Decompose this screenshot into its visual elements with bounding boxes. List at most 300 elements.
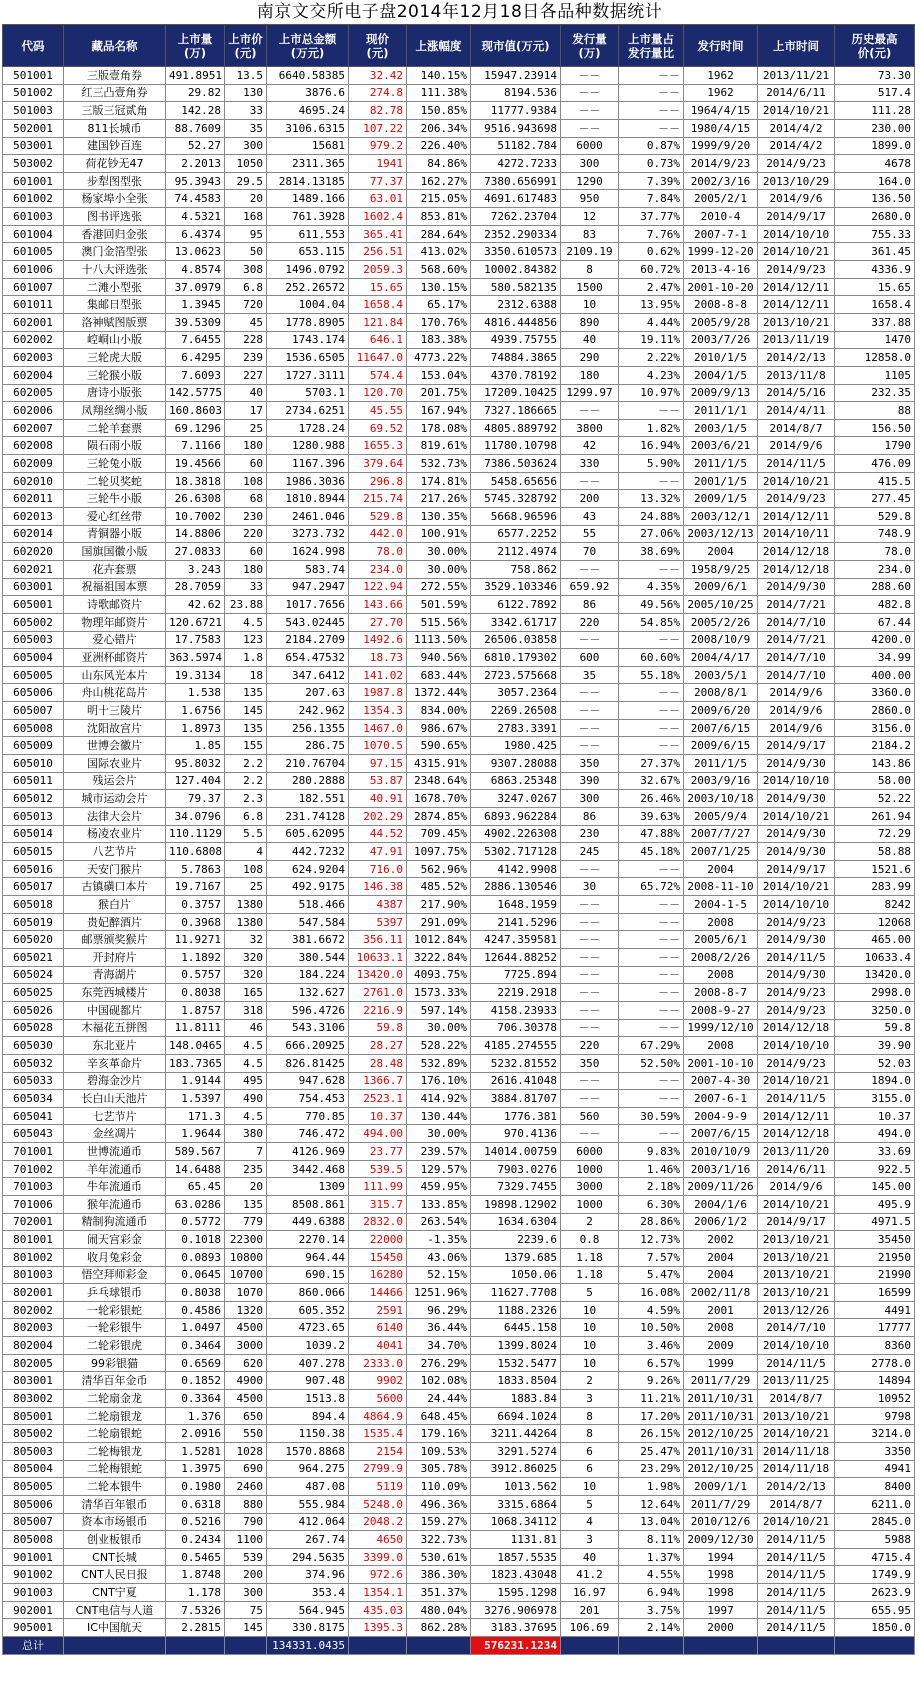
cell-issue-qty: 8 [561, 1407, 619, 1425]
cell-listed-price: 4.5 [225, 1107, 267, 1125]
cell-code: 605020 [3, 931, 64, 949]
cell-issue-qty: 560 [561, 1107, 619, 1125]
cell-listed-price: 1.8 [225, 649, 267, 667]
cell-listed-price: 235 [225, 1160, 267, 1178]
cell-listed-qty: 1.5397 [166, 1090, 225, 1108]
cell-ratio: －－ [619, 67, 684, 85]
cell-high: 13420.0 [835, 966, 915, 984]
cell-issue-date: 2001/1/5 [684, 472, 758, 490]
cell-market-value: 4805.889792 [471, 419, 561, 437]
cell-issue-date: 2009/1/5 [684, 490, 758, 508]
cell-listed-date: 2014/10/21 [758, 1196, 835, 1214]
cell-change: 322.73% [407, 1531, 471, 1549]
header-line: 代码 [21, 38, 45, 53]
cell-listed-price: 300 [225, 137, 267, 155]
cell-name: 中国砚都片 [64, 1001, 166, 1019]
cell-market-value: 6694.1024 [471, 1407, 561, 1425]
cell-listed-amount: 1513.8 [267, 1390, 349, 1408]
cell-name: 东北亚片 [64, 1037, 166, 1055]
cell-change: 30.00% [407, 1125, 471, 1143]
cell-code: 602002 [3, 331, 64, 349]
header-line: 历史最高 [851, 31, 898, 46]
cell-listed-price: 17 [225, 402, 267, 420]
cell-issue-date: 1999 [684, 1354, 758, 1372]
cell-listed-qty: 1.1892 [166, 949, 225, 967]
cell-issue-qty: 30 [561, 878, 619, 896]
cell-market-value: 970.4136 [471, 1125, 561, 1143]
cell-ratio: 1.82% [619, 419, 684, 437]
header-line: 上市时间 [773, 38, 819, 53]
cell-code: 605025 [3, 984, 64, 1002]
cell-issue-qty: 3000 [561, 1178, 619, 1196]
cell-listed-price: 539 [225, 1548, 267, 1566]
cell-high: 21990 [835, 1266, 915, 1284]
cell-name: 东莞西城楼片 [64, 984, 166, 1002]
cell-listed-amount: 15681 [267, 137, 349, 155]
cell-listed-amount: 1778.8905 [267, 313, 349, 331]
cell-code: 605010 [3, 754, 64, 772]
cell-listed-price: 650 [225, 1407, 267, 1425]
cell-high: 10952 [835, 1390, 915, 1408]
cell-listed-date: 2014/7/10 [758, 613, 835, 631]
cell-current-price: 2591 [349, 1301, 407, 1319]
cell-ratio: 27.37% [619, 754, 684, 772]
cell-issue-date: 2001-10-10 [684, 1054, 758, 1072]
cell-issue-qty: 0.8 [561, 1231, 619, 1249]
table-row [3, 402, 915, 420]
cell-name: 爱心红丝带 [64, 508, 166, 526]
cell-current-price: 9902 [349, 1372, 407, 1390]
cell-change: 30.00% [407, 1019, 471, 1037]
table-row [3, 543, 915, 561]
cell-market-value: 1857.5535 [471, 1548, 561, 1566]
cell-listed-price: 32 [225, 931, 267, 949]
cell-code: 503002 [3, 155, 64, 173]
total-cell-empty [619, 1637, 684, 1655]
cell-name: 法律大会片 [64, 807, 166, 825]
cell-code: 605012 [3, 790, 64, 808]
cell-listed-qty: 18.3818 [166, 472, 225, 490]
table-row [3, 1460, 915, 1478]
cell-listed-amount: 2184.2709 [267, 631, 349, 649]
cell-listed-price: 720 [225, 296, 267, 314]
cell-listed-date: 2013/10/21 [758, 1284, 835, 1302]
table-row [3, 754, 915, 772]
cell-issue-qty: 2 [561, 1372, 619, 1390]
cell-listed-price: 4500 [225, 1319, 267, 1337]
header-current-price [349, 25, 407, 67]
cell-change: 178.08% [407, 419, 471, 437]
cell-market-value: 3276.906978 [471, 1601, 561, 1619]
table-row [3, 155, 915, 173]
cell-current-price: 5119 [349, 1478, 407, 1496]
cell-listed-qty: 39.5309 [166, 313, 225, 331]
cell-listed-date: 2014/9/23 [758, 1054, 835, 1072]
cell-issue-qty: －－ [561, 949, 619, 967]
table-row [3, 1143, 915, 1161]
cell-market-value: 5668.96596 [471, 508, 561, 526]
cell-listed-qty: 19.3134 [166, 666, 225, 684]
cell-name: 青铜器小版 [64, 525, 166, 543]
cell-ratio: 37.77% [619, 208, 684, 226]
cell-listed-qty: 14.8806 [166, 525, 225, 543]
cell-market-value: 5458.65656 [471, 472, 561, 490]
cell-change: 43.06% [407, 1248, 471, 1266]
header-line: 藏品名称 [91, 38, 138, 53]
cell-market-value: 2219.2918 [471, 984, 561, 1002]
cell-ratio: －－ [619, 119, 684, 137]
cell-issue-qty: 12 [561, 208, 619, 226]
cell-issue-date: 2003/12/1 [684, 508, 758, 526]
cell-listed-amount: 492.9175 [267, 878, 349, 896]
cell-high: 400.00 [835, 666, 915, 684]
cell-current-price: 121.84 [349, 313, 407, 331]
cell-issue-date: 2000 [684, 1619, 758, 1637]
cell-issue-date: 2003/1/5 [684, 419, 758, 437]
cell-change: 110.09% [407, 1478, 471, 1496]
cell-current-price: 1655.3 [349, 437, 407, 455]
header-high [835, 25, 915, 67]
header-name [64, 25, 166, 67]
cell-listed-qty: 19.4566 [166, 455, 225, 473]
cell-listed-date: 2014/9/30 [758, 825, 835, 843]
cell-high: 1749.9 [835, 1566, 915, 1584]
table-row [3, 419, 915, 437]
table-row [3, 1354, 915, 1372]
cell-name: 三轮猴小版 [64, 366, 166, 384]
cell-listed-price: 60 [225, 455, 267, 473]
cell-change: 351.37% [407, 1584, 471, 1602]
cell-listed-price: 690 [225, 1460, 267, 1478]
cell-code: 803002 [3, 1390, 64, 1408]
cell-change: 501.59% [407, 596, 471, 614]
table-row [3, 896, 915, 914]
cell-name: 城市运动会片 [64, 790, 166, 808]
header-listed-date [758, 25, 835, 67]
cell-issue-date: 2008 [684, 1319, 758, 1337]
cell-listed-price: 620 [225, 1354, 267, 1372]
cell-current-price: 143.66 [349, 596, 407, 614]
cell-listed-date: 2014/11/5 [758, 1354, 835, 1372]
cell-issue-date: 2001 [684, 1301, 758, 1319]
cell-name: 诗歌邮资片 [64, 596, 166, 614]
cell-market-value: 1188.2326 [471, 1301, 561, 1319]
cell-current-price: 1602.4 [349, 208, 407, 226]
cell-current-price: 256.51 [349, 243, 407, 261]
cell-change: 480.04% [407, 1601, 471, 1619]
cell-change: 683.44% [407, 666, 471, 684]
cell-issue-qty: －－ [561, 984, 619, 1002]
header-line: (元) [366, 45, 389, 60]
cell-code: 602005 [3, 384, 64, 402]
total-amount: 134331.0435 [267, 1637, 349, 1655]
cell-high: 2778.0 [835, 1354, 915, 1372]
cell-current-price: 1987.8 [349, 684, 407, 702]
cell-listed-date: 2014/9/17 [758, 737, 835, 755]
cell-listed-date: 2014/10/21 [758, 1072, 835, 1090]
cell-change: 1251.96% [407, 1284, 471, 1302]
cell-code: 805004 [3, 1460, 64, 1478]
cell-listed-date: 2014/7/21 [758, 596, 835, 614]
cell-market-value: 3342.61717 [471, 613, 561, 631]
cell-issue-date: 2008-9-27 [684, 1001, 758, 1019]
cell-market-value: 1823.43048 [471, 1566, 561, 1584]
cell-high: 3214.0 [835, 1425, 915, 1443]
cell-listed-amount: 210.76704 [267, 754, 349, 772]
cell-listed-price: 1320 [225, 1301, 267, 1319]
cell-market-value: 4247.359581 [471, 931, 561, 949]
cell-ratio: －－ [619, 1090, 684, 1108]
table-row [3, 349, 915, 367]
cell-listed-date: 2013/10/21 [758, 1231, 835, 1249]
cell-name: 祝福祖国本票 [64, 578, 166, 596]
cell-change: 515.56% [407, 613, 471, 631]
cell-listed-date: 2014/10/21 [758, 472, 835, 490]
cell-listed-date: 2014/10/10 [758, 1337, 835, 1355]
table-row [3, 331, 915, 349]
cell-issue-qty: 245 [561, 843, 619, 861]
cell-name: 悟空拜师彩金 [64, 1266, 166, 1284]
cell-listed-qty: 1.3975 [166, 1460, 225, 1478]
cell-listed-qty: 0.3364 [166, 1390, 225, 1408]
cell-listed-amount: 1986.3036 [267, 472, 349, 490]
cell-name: 开封府片 [64, 949, 166, 967]
cell-issue-date: 2008 [684, 1037, 758, 1055]
cell-change: 597.14% [407, 1001, 471, 1019]
cell-market-value: 3183.37695 [471, 1619, 561, 1637]
cell-listed-qty: 110.6808 [166, 843, 225, 861]
header-line: 现市值(万元) [481, 38, 550, 53]
cell-listed-price: 4500 [225, 1390, 267, 1408]
cell-listed-date: 2014/6/11 [758, 1160, 835, 1178]
cell-code: 601004 [3, 225, 64, 243]
cell-ratio: 67.29% [619, 1037, 684, 1055]
cell-ratio: 7.84% [619, 190, 684, 208]
cell-change: -1.35% [407, 1231, 471, 1249]
cell-listed-amount: 1489.166 [267, 190, 349, 208]
cell-listed-amount: 964.275 [267, 1460, 349, 1478]
cell-listed-amount: 330.8175 [267, 1619, 349, 1637]
cell-listed-price: 230 [225, 508, 267, 526]
cell-issue-date: 2004/4/17 [684, 649, 758, 667]
cell-listed-qty: 1.9644 [166, 1125, 225, 1143]
cell-name: 崆峒山小版 [64, 331, 166, 349]
table-row [3, 649, 915, 667]
header-listed-amount [267, 25, 349, 67]
cell-issue-date: 2009/1/1 [684, 1478, 758, 1496]
cell-high: 52.22 [835, 790, 915, 808]
cell-listed-date: 2014/7/10 [758, 666, 835, 684]
cell-listed-amount: 267.74 [267, 1531, 349, 1549]
cell-listed-price: 60 [225, 543, 267, 561]
cell-issue-qty: 1000 [561, 1196, 619, 1214]
cell-name: 物理年邮资片 [64, 613, 166, 631]
cell-listed-qty: 6.4295 [166, 349, 225, 367]
cell-issue-date: 2006/1/2 [684, 1213, 758, 1231]
table-row [3, 1478, 915, 1496]
cell-current-price: 2333.0 [349, 1354, 407, 1372]
cell-code: 801001 [3, 1231, 64, 1249]
table-row [3, 1442, 915, 1460]
cell-high: 234.0 [835, 560, 915, 578]
table-row [3, 578, 915, 596]
header-line: 上市量 [177, 31, 213, 46]
cell-listed-qty: 127.404 [166, 772, 225, 790]
cell-issue-date: 2003/12/13 [684, 525, 758, 543]
cell-issue-date: 2003/10/18 [684, 790, 758, 808]
cell-high: 337.88 [835, 313, 915, 331]
cell-market-value: 11627.7708 [471, 1284, 561, 1302]
cell-issue-date: 2007-6-1 [684, 1090, 758, 1108]
cell-listed-price: 1380 [225, 913, 267, 931]
cell-listed-date: 2014/2/13 [758, 349, 835, 367]
cell-issue-date: 2010/12/6 [684, 1513, 758, 1531]
cell-market-value: 1833.8504 [471, 1372, 561, 1390]
cell-change: 528.22% [407, 1037, 471, 1055]
cell-high: 1894.0 [835, 1072, 915, 1090]
cell-listed-qty: 1.538 [166, 684, 225, 702]
cell-listed-price: 4900 [225, 1372, 267, 1390]
cell-current-price: 1366.7 [349, 1072, 407, 1090]
table-row [3, 807, 915, 825]
cell-listed-amount: 1150.38 [267, 1425, 349, 1443]
cell-name: 集邮日型张 [64, 296, 166, 314]
cell-high: 17777 [835, 1319, 915, 1337]
cell-listed-qty: 0.3968 [166, 913, 225, 931]
table-row [3, 208, 915, 226]
cell-ratio: 11.21% [619, 1390, 684, 1408]
cell-high: 495.9 [835, 1196, 915, 1214]
table-row [3, 84, 915, 102]
cell-issue-date: 1997 [684, 1601, 758, 1619]
cell-listed-qty: 6.4374 [166, 225, 225, 243]
cell-listed-amount: 564.945 [267, 1601, 349, 1619]
cell-code: 601001 [3, 172, 64, 190]
cell-current-price: 5248.0 [349, 1495, 407, 1513]
cell-high: 2845.0 [835, 1513, 915, 1531]
cell-high: 58.00 [835, 772, 915, 790]
cell-current-price: 4864.9 [349, 1407, 407, 1425]
header-ratio [619, 25, 684, 67]
cell-listed-date: 2014/11/18 [758, 1442, 835, 1460]
cell-listed-qty: 0.3757 [166, 896, 225, 914]
cell-market-value: 6445.158 [471, 1319, 561, 1337]
table-row [3, 1019, 915, 1037]
cell-listed-price: 228 [225, 331, 267, 349]
cell-issue-date: 2005/2/1 [684, 190, 758, 208]
cell-listed-date: 2014/11/5 [758, 455, 835, 473]
cell-code: 602007 [3, 419, 64, 437]
cell-market-value: 2269.26508 [471, 702, 561, 720]
cell-issue-date: 2009/11/26 [684, 1178, 758, 1196]
cell-current-price: 1354.1 [349, 1584, 407, 1602]
table-row [3, 137, 915, 155]
cell-high: 78.0 [835, 543, 915, 561]
cell-listed-price: 40 [225, 384, 267, 402]
cell-current-price: 2761.0 [349, 984, 407, 1002]
cell-issue-date: 2004-9-9 [684, 1107, 758, 1125]
cell-issue-date: 2011/10/31 [684, 1442, 758, 1460]
cell-change: 52.15% [407, 1266, 471, 1284]
cell-issue-qty: 10 [561, 1354, 619, 1372]
cell-code: 602003 [3, 349, 64, 367]
cell-listed-qty: 69.1296 [166, 419, 225, 437]
cell-name: 唐诗小版张 [64, 384, 166, 402]
cell-ratio: －－ [619, 102, 684, 120]
cell-ratio: －－ [619, 737, 684, 755]
cell-listed-date: 2014/8/7 [758, 419, 835, 437]
cell-market-value: 1980.425 [471, 737, 561, 755]
cell-listed-amount: 182.551 [267, 790, 349, 808]
cell-current-price: 2059.3 [349, 261, 407, 279]
cell-code: 602004 [3, 366, 64, 384]
cell-listed-price: 29.5 [225, 172, 267, 190]
cell-issue-date: 2005/9/4 [684, 807, 758, 825]
cell-high: 10.37 [835, 1107, 915, 1125]
cell-listed-qty: 10.7002 [166, 508, 225, 526]
total-cell-empty [561, 1637, 619, 1655]
cell-listed-qty: 1.8973 [166, 719, 225, 737]
cell-change: 940.56% [407, 649, 471, 667]
cell-issue-date: 1980/4/15 [684, 119, 758, 137]
cell-change: 459.95% [407, 1178, 471, 1196]
header-change [407, 25, 471, 67]
cell-listed-amount: 1039.2 [267, 1337, 349, 1355]
cell-listed-date: 2014/4/2 [758, 137, 835, 155]
cell-listed-amount: 624.9204 [267, 860, 349, 878]
cell-issue-qty: 4 [561, 1513, 619, 1531]
cell-issue-date: 2008-8-7 [684, 984, 758, 1002]
cell-issue-qty: 40 [561, 1548, 619, 1566]
cell-issue-qty: 6000 [561, 137, 619, 155]
cell-ratio: 55.18% [619, 666, 684, 684]
cell-current-price: 23.77 [349, 1143, 407, 1161]
cell-issue-qty: －－ [561, 966, 619, 984]
cell-change: 562.96% [407, 860, 471, 878]
cell-high: 145.00 [835, 1178, 915, 1196]
cell-code: 605015 [3, 843, 64, 861]
cell-name: 乒乓球银币 [64, 1284, 166, 1302]
cell-ratio: 47.88% [619, 825, 684, 843]
cell-ratio: 2.47% [619, 278, 684, 296]
cell-listed-amount: 894.4 [267, 1407, 349, 1425]
cell-change: 65.17% [407, 296, 471, 314]
cell-code: 605009 [3, 737, 64, 755]
cell-market-value: 7380.656991 [471, 172, 561, 190]
cell-current-price: 22000 [349, 1231, 407, 1249]
cell-issue-qty: 201 [561, 1601, 619, 1619]
cell-issue-date: 2008/2/26 [684, 949, 758, 967]
cell-change: 206.34% [407, 119, 471, 137]
table-row [3, 1054, 915, 1072]
cell-market-value: 6893.962284 [471, 807, 561, 825]
cell-ratio: －－ [619, 560, 684, 578]
table-row [3, 225, 915, 243]
cell-change: 590.65% [407, 737, 471, 755]
cell-listed-date: 2014/11/5 [758, 1090, 835, 1108]
cell-name: 图书评选张 [64, 208, 166, 226]
cell-change: 1573.33% [407, 984, 471, 1002]
cell-listed-price: 68 [225, 490, 267, 508]
cell-high: 14894 [835, 1372, 915, 1390]
cell-listed-price: 227 [225, 366, 267, 384]
cell-listed-amount: 256.1355 [267, 719, 349, 737]
cell-ratio: 2.14% [619, 1619, 684, 1637]
cell-issue-date: 2005/6/1 [684, 931, 758, 949]
cell-current-price: 1658.4 [349, 296, 407, 314]
table-row [3, 1337, 915, 1355]
cell-issue-qty: 43 [561, 508, 619, 526]
